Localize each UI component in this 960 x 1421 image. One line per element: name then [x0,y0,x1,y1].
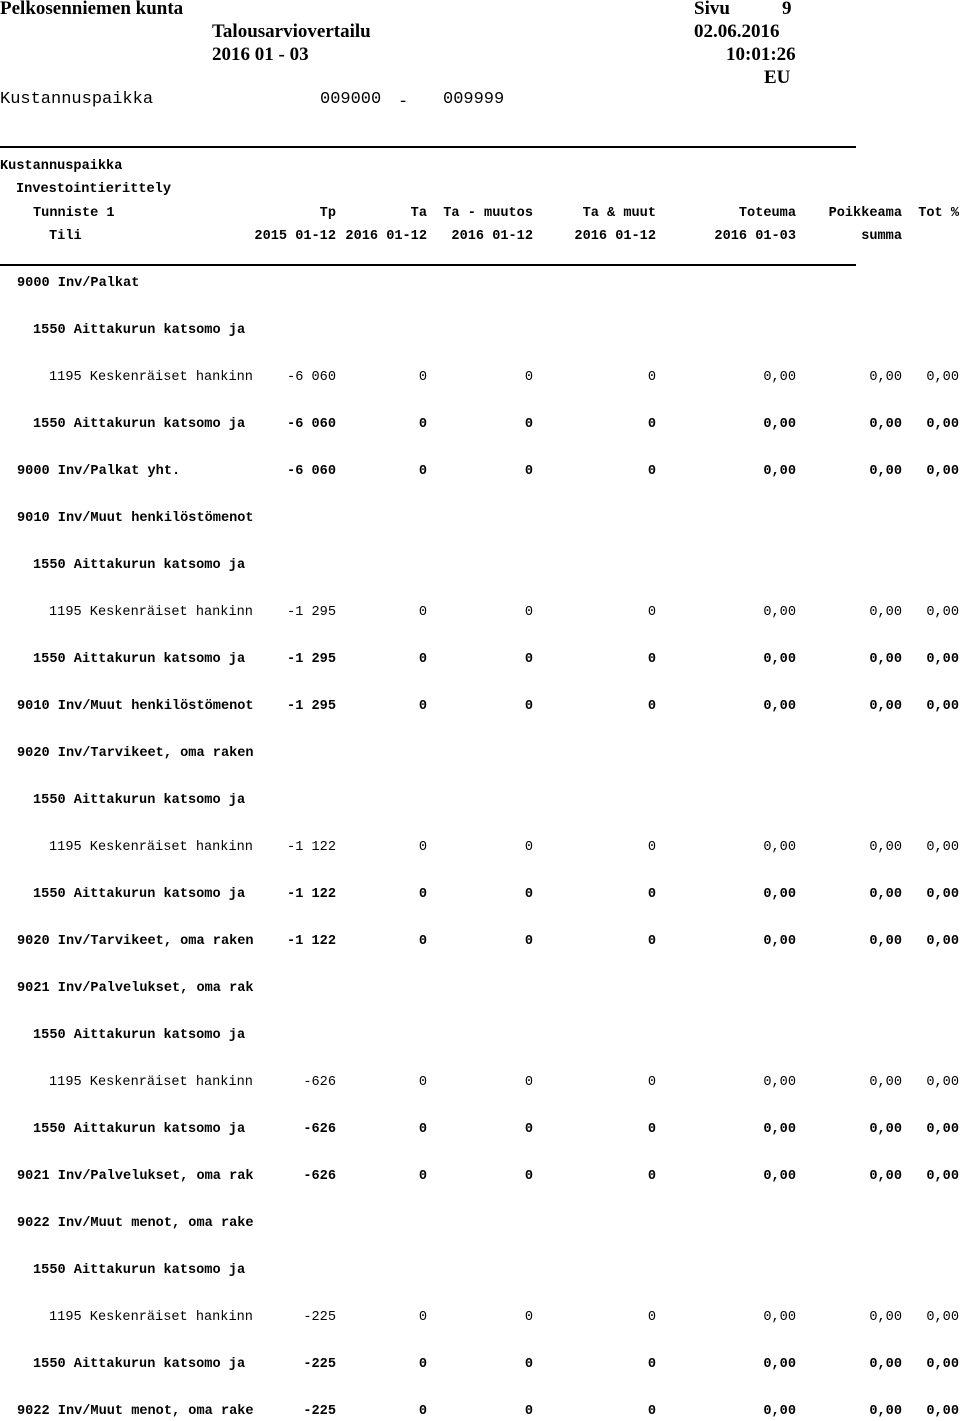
unit-total-actual-value: 0,00 [763,1122,796,1137]
unit-total-ta-value: 0 [418,887,427,902]
column-subheading-deviation-sum: summa [861,229,902,244]
group-title: 9020 Inv/Tarvikeet, oma raken [17,746,254,761]
unit-total-ta-value: 0 [418,652,427,667]
column-heading-actual: Toteuma [738,206,796,221]
detail-row-ta-value: 0 [418,1310,427,1325]
group-total-ta-value: 0 [418,1404,427,1419]
column-heading-ta-change: Ta - muutos [443,206,533,221]
group-total-ta-and-changes-value: 0 [647,1404,656,1419]
group-total-ta-change-value: 0 [524,1404,533,1419]
group-total-ta-change-value: 0 [524,1169,533,1184]
unit-total-actual-value: 0,00 [763,417,796,432]
group-total-tp-value: -1 295 [287,699,336,714]
unit-total-ta-and-changes-value: 0 [647,652,656,667]
detail-row-ta-change-value: 0 [524,605,533,620]
unit-total-deviation-value: 0,00 [869,887,902,902]
unit-total-actual-value: 0,00 [763,887,796,902]
unit-total-actual-percent-value: 0,00 [926,1357,959,1372]
detail-row-actual-value: 0,00 [763,840,796,855]
header-rule-top [0,146,856,148]
header-rule-bottom [0,264,856,266]
column-heading-identifier: Tunniste 1 [33,206,115,221]
detail-row-ta-change-value: 0 [524,1310,533,1325]
print-date: 02.06.2016 [694,21,780,42]
unit-total-tp-value: -626 [303,1122,336,1137]
cost-unit-title: 1550 Aittakurun katsomo ja [33,793,246,808]
group-total-ta-and-changes-value: 0 [647,1169,656,1184]
detail-row-tp-value: -1 295 [287,605,336,620]
group-total-ta-and-changes-value: 0 [647,464,656,479]
organization-name: Pelkosenniemen kunta [0,0,184,19]
unit-total-actual-value: 0,00 [763,652,796,667]
unit-total-label: 1550 Aittakurun katsomo ja [33,887,246,902]
cost-unit-title: 1550 Aittakurun katsomo ja [33,1028,246,1043]
detail-row-ta-and-changes-value: 0 [647,370,656,385]
group-total-actual-percent-value: 0,00 [926,464,959,479]
unit-total-label: 1550 Aittakurun katsomo ja [33,1357,246,1372]
unit-total-ta-and-changes-value: 0 [647,887,656,902]
detail-row-tp-value: -1 122 [287,840,336,855]
detail-row-actual-percent-value: 0,00 [926,605,959,620]
group-total-ta-value: 0 [418,934,427,949]
unit-total-tp-value: -1 295 [287,652,336,667]
currency-label: EU [764,67,791,88]
detail-row-ta-value: 0 [418,605,427,620]
group-total-deviation-value: 0,00 [869,1169,902,1184]
group-total-ta-and-changes-value: 0 [647,934,656,949]
unit-total-ta-and-changes-value: 0 [647,1122,656,1137]
unit-total-ta-value: 0 [418,1122,427,1137]
detail-row-ta-and-changes-value: 0 [647,1310,656,1325]
range-separator: - [398,93,409,112]
unit-total-ta-and-changes-value: 0 [647,417,656,432]
column-subheading-ta-change-period: 2016 01-12 [451,229,533,244]
group-total-tp-value: -6 060 [287,464,336,479]
unit-total-tp-value: -225 [303,1357,336,1372]
detail-row-actual-value: 0,00 [763,1075,796,1090]
group-total-actual-value: 0,00 [763,1169,796,1184]
detail-row-tp-value: -6 060 [287,370,336,385]
unit-total-deviation-value: 0,00 [869,652,902,667]
detail-row-ta-change-value: 0 [524,840,533,855]
group-total-label: 9022 Inv/Muut menot, oma rake [17,1404,254,1419]
unit-total-tp-value: -6 060 [287,417,336,432]
detail-row-ta-and-changes-value: 0 [647,1075,656,1090]
group-total-tp-value: -626 [303,1169,336,1184]
group-total-actual-value: 0,00 [763,464,796,479]
detail-row-actual-percent-value: 0,00 [926,840,959,855]
page-label: Sivu [694,0,730,19]
detail-row-label: 1195 Keskenräiset hankinn [49,840,253,855]
detail-row-ta-and-changes-value: 0 [647,605,656,620]
group-total-actual-percent-value: 0,00 [926,934,959,949]
unit-total-ta-change-value: 0 [524,652,533,667]
group-total-ta-change-value: 0 [524,464,533,479]
unit-total-deviation-value: 0,00 [869,417,902,432]
detail-row-deviation-value: 0,00 [869,1310,902,1325]
cost-unit-title: 1550 Aittakurun katsomo ja [33,558,246,573]
unit-total-actual-percent-value: 0,00 [926,652,959,667]
detail-row-deviation-value: 0,00 [869,1075,902,1090]
cost-unit-title: 1550 Aittakurun katsomo ja [33,1263,246,1278]
column-heading-breakdown: Investointierittely [16,182,171,197]
group-total-deviation-value: 0,00 [869,934,902,949]
column-heading-tp: Tp [319,206,336,221]
column-subheading-ta-and-changes-period: 2016 01-12 [574,229,656,244]
group-title: 9021 Inv/Palvelukset, oma rak [17,981,254,996]
detail-row-actual-percent-value: 0,00 [926,1310,959,1325]
group-total-ta-value: 0 [418,1169,427,1184]
column-heading-cost-center: Kustannuspaikka [0,159,123,174]
report-title: Talousarviovertailu [212,21,371,42]
group-total-tp-value: -1 122 [287,934,336,949]
group-total-label: 9020 Inv/Tarvikeet, oma raken [17,934,254,949]
detail-row-actual-value: 0,00 [763,370,796,385]
unit-total-ta-value: 0 [418,417,427,432]
detail-row-tp-value: -225 [303,1310,336,1325]
column-heading-ta: Ta [410,206,427,221]
detail-row-label: 1195 Keskenräiset hankinn [49,1310,253,1325]
unit-total-label: 1550 Aittakurun katsomo ja [33,652,246,667]
detail-row-deviation-value: 0,00 [869,605,902,620]
group-total-ta-change-value: 0 [524,699,533,714]
unit-total-ta-change-value: 0 [524,1357,533,1372]
unit-total-ta-change-value: 0 [524,887,533,902]
column-subheading-tp-period: 2015 01-12 [254,229,336,244]
group-title: 9000 Inv/Palkat [17,276,140,291]
detail-row-deviation-value: 0,00 [869,840,902,855]
group-title: 9022 Inv/Muut menot, oma rake [17,1216,254,1231]
detail-row-deviation-value: 0,00 [869,370,902,385]
print-time: 10:01:26 [726,44,796,65]
group-total-actual-value: 0,00 [763,699,796,714]
detail-row-ta-change-value: 0 [524,1075,533,1090]
detail-row-tp-value: -626 [303,1075,336,1090]
group-total-deviation-value: 0,00 [869,464,902,479]
detail-row-actual-value: 0,00 [763,1310,796,1325]
group-total-ta-and-changes-value: 0 [647,699,656,714]
detail-row-ta-value: 0 [418,840,427,855]
group-total-actual-percent-value: 0,00 [926,1404,959,1419]
group-total-actual-value: 0,00 [763,1404,796,1419]
range-to: 009999 [443,90,505,109]
unit-total-actual-percent-value: 0,00 [926,1122,959,1137]
cost-unit-title: 1550 Aittakurun katsomo ja [33,323,246,338]
column-heading-deviation: Poikkeama [828,206,902,221]
group-total-label: 9021 Inv/Palvelukset, oma rak [17,1169,254,1184]
group-title: 9010 Inv/Muut henkilöstömenot [17,511,254,526]
detail-row-ta-change-value: 0 [524,370,533,385]
detail-row-ta-value: 0 [418,370,427,385]
range-from: 009000 [320,90,382,109]
page-number: 9 [782,0,792,19]
unit-total-ta-change-value: 0 [524,417,533,432]
unit-total-deviation-value: 0,00 [869,1122,902,1137]
group-total-deviation-value: 0,00 [869,699,902,714]
column-heading-ta-and-changes: Ta & muut [582,206,656,221]
unit-total-ta-change-value: 0 [524,1122,533,1137]
unit-total-label: 1550 Aittakurun katsomo ja [33,1122,246,1137]
unit-total-deviation-value: 0,00 [869,1357,902,1372]
unit-total-actual-value: 0,00 [763,1357,796,1372]
group-total-ta-value: 0 [418,464,427,479]
detail-row-ta-and-changes-value: 0 [647,840,656,855]
group-total-label: 9000 Inv/Palkat yht. [17,464,181,479]
unit-total-label: 1550 Aittakurun katsomo ja [33,417,246,432]
detail-row-actual-value: 0,00 [763,605,796,620]
unit-total-ta-value: 0 [418,1357,427,1372]
column-heading-actual-percent: Tot % [918,206,959,221]
detail-row-label: 1195 Keskenräiset hankinn [49,605,253,620]
column-subheading-actual-period: 2016 01-03 [714,229,796,244]
detail-row-actual-percent-value: 0,00 [926,1075,959,1090]
group-total-label: 9010 Inv/Muut henkilöstömenot [17,699,254,714]
column-subheading-ta-period: 2016 01-12 [345,229,427,244]
unit-total-tp-value: -1 122 [287,887,336,902]
detail-row-ta-value: 0 [418,1075,427,1090]
unit-total-ta-and-changes-value: 0 [647,1357,656,1372]
group-total-actual-percent-value: 0,00 [926,699,959,714]
unit-total-actual-percent-value: 0,00 [926,887,959,902]
group-total-actual-percent-value: 0,00 [926,1169,959,1184]
detail-row-actual-percent-value: 0,00 [926,370,959,385]
group-total-tp-value: -225 [303,1404,336,1419]
range-label: Kustannuspaikka [0,90,154,109]
unit-total-actual-percent-value: 0,00 [926,417,959,432]
column-heading-account: Tili [49,229,82,244]
detail-row-label: 1195 Keskenräiset hankinn [49,1075,253,1090]
group-total-ta-change-value: 0 [524,934,533,949]
group-total-actual-value: 0,00 [763,934,796,949]
report-period: 2016 01 - 03 [212,44,309,65]
group-total-deviation-value: 0,00 [869,1404,902,1419]
detail-row-label: 1195 Keskenräiset hankinn [49,370,253,385]
group-total-ta-value: 0 [418,699,427,714]
